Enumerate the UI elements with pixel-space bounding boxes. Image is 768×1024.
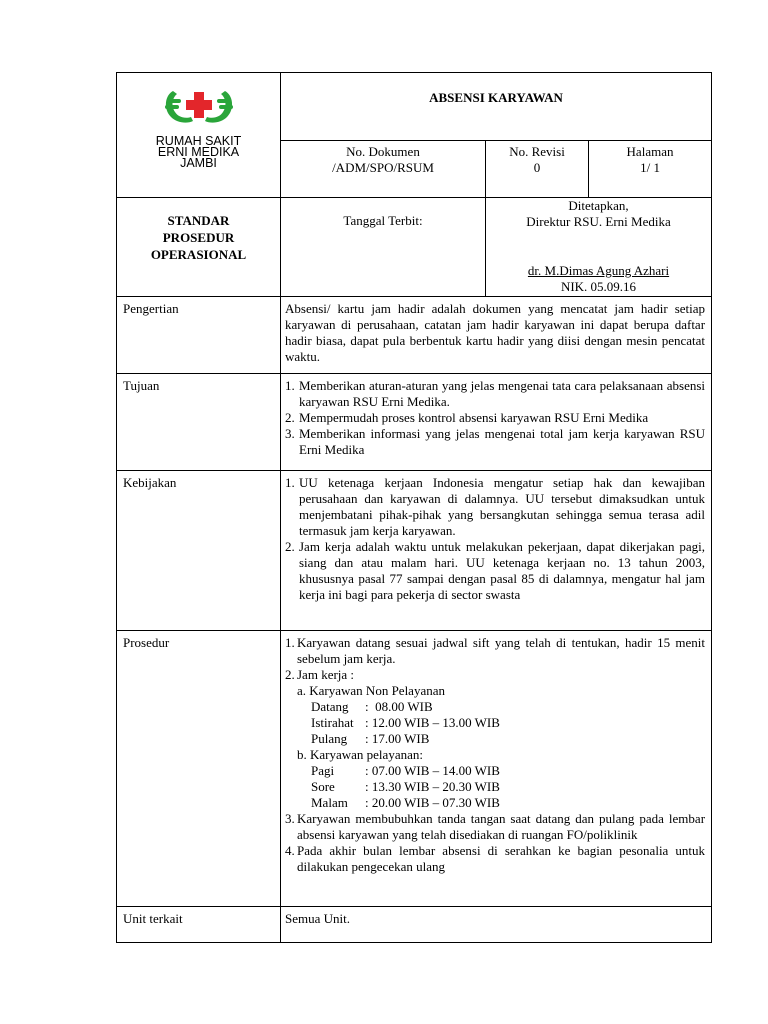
time-key: Pagi [311, 763, 335, 778]
list-item: 2. Mempermudah proses kontrol absensi karyawan RSU Erni Medika [285, 410, 649, 425]
signatory-name: dr. M.Dimas Agung Azhari [527, 263, 670, 278]
no-revisi-cell [486, 141, 589, 198]
no-dokumen-cell [281, 141, 486, 198]
kebijakan-content [281, 471, 712, 631]
time-key: Istirahat [311, 715, 354, 730]
time-row [285, 795, 705, 811]
sop-label-line: PROSEDUR [162, 230, 235, 245]
no-dokumen-label: No. Dokumen [346, 144, 420, 159]
time-key: Malam [311, 795, 348, 810]
hospital-logo-icon [159, 87, 239, 127]
time-key: Sore [311, 779, 335, 794]
time-value: : 12.00 WIB – 13.00 WIB [365, 715, 500, 730]
time-value: : 20.00 WIB – 07.30 WIB [365, 795, 500, 810]
list-item: 2. Jam kerja adalah waktu untuk melakukan pekerjaan, dapat dikerjakan pagi, siang dan atau malam hari. UU ketenaga kerjaan no. 13 tahun 2003, khususnya pasal 77 sampai dengan pasal 85 di dalamnya, mengatur hal jam kerja ini bagi para pekerja di sector swasta [285, 539, 706, 602]
time-row [285, 763, 705, 779]
procedure-step-text: Karyawan datang sesuai jadwal sift yang telah di tentukan, hadir 15 menit sebelum jam kerja. [297, 635, 706, 666]
procedure-step-text: Karyawan membubuhkan tanda tangan saat datang dan pulang pada lembar absensi karyawan yang telah disediakan di ruangan FO/poliklinik [297, 811, 706, 842]
procedure-step-text: Jam kerja : [297, 667, 355, 682]
time-row [285, 731, 705, 747]
procedure-step-text: Pada akhir bulan lembar absensi di serahkan ke bagian pesonalia untuk dilakukan pengecekan ulang [297, 843, 706, 874]
tujuan-content [281, 374, 712, 471]
no-revisi-label: No. Revisi [509, 144, 565, 159]
unit-terkait-text: Semua Unit. [281, 907, 712, 943]
tanggal-terbit-cell [281, 198, 486, 297]
logo-cell [117, 73, 281, 198]
list-item-text: Jam kerja adalah waktu untuk melakukan pekerjaan, dapat dikerjakan pagi, siang dan atau malam hari. UU ketenaga kerjaan no. 13 tahun 2003, khususnya pasal 77 sampai dengan pasal 85 di dalamnya, mengatur hal jam kerja ini bagi para pekerja di sector swasta [299, 539, 706, 602]
list-item-text: Memberikan informasi yang jelas mengenai total jam kerja karyawan RSU Erni Medika [299, 426, 706, 457]
tanggal-terbit-label: Tanggal Terbit: [343, 213, 423, 228]
time-key: Pulang [311, 731, 348, 746]
procedure-step: 2. Jam kerja : [285, 667, 355, 682]
procedure-step: 4. Pada akhir bulan lembar absensi di serahkan ke bagian pesonalia untuk dilakukan pengecekan ulang [285, 843, 706, 874]
logo-line: JAMBI [180, 156, 217, 170]
list-item: 1. Memberikan aturan-aturan yang jelas mengenai tata cara pelaksanaan absensi karyawan RSU Erni Medika. [285, 378, 706, 409]
time-key: Datang [311, 699, 349, 714]
signatory-nik: NIK. 05.09.16 [560, 279, 637, 294]
time-row [285, 715, 705, 731]
approval-cell [486, 198, 712, 297]
logo-line: ERNI MEDIKA [157, 145, 240, 159]
sop-label-line: OPERASIONAL [150, 247, 247, 262]
time-row [285, 779, 705, 795]
sub-heading-pelayanan: b. Karyawan pelayanan: [297, 747, 423, 762]
no-dokumen-value: /ADM/SPO/RSUM [332, 160, 434, 175]
jabatan-text: Direktur RSU. Erni Medika [526, 214, 671, 229]
no-revisi-value: 0 [533, 160, 541, 175]
sop-label [117, 198, 281, 297]
sop-label-line: STANDAR [167, 213, 230, 228]
procedure-step: 1. Karyawan datang sesuai jadwal sift yang telah di tentukan, hadir 15 menit sebelum jam kerja. [285, 635, 706, 666]
logo-line: RUMAH SAKIT [155, 134, 242, 148]
halaman-value: 1/ 1 [640, 160, 660, 175]
list-item-text: Memberikan aturan-aturan yang jelas mengenai tata cara pelaksanaan absensi karyawan RSU Erni Medika. [299, 378, 706, 409]
ditetapkan-text: Ditetapkan, [568, 198, 629, 213]
sop-document [116, 72, 711, 943]
prosedur-label: Prosedur [117, 631, 281, 907]
halaman-label: Halaman [626, 144, 674, 159]
time-value: : 07.00 WIB – 14.00 WIB [365, 763, 500, 778]
document-title: ABSENSI KARYAWAN [281, 73, 712, 141]
logo-text [117, 136, 280, 169]
pengertian-label: Pengertian [117, 297, 281, 374]
sub-heading-non-pelayanan: a. Karyawan Non Pelayanan [297, 683, 445, 698]
kebijakan-label: Kebijakan [117, 471, 281, 631]
time-value: : 08.00 WIB [365, 699, 433, 714]
list-item-text: Mempermudah proses kontrol absensi karyawan RSU Erni Medika [299, 410, 649, 425]
time-value: : 17.00 WIB [365, 731, 430, 746]
list-item-text: UU ketenaga kerjaan Indonesia mengatur setiap hak dan kewajiban perusahaan dan karyawan di dalamnya. UU tersebut dimaksudkan untuk menjembatani pihak-pihak yang bersangkutan sehingga semua terasa adil termasuk jam kerja karyawan. [299, 475, 706, 538]
time-value: : 13.30 WIB – 20.30 WIB [365, 779, 500, 794]
prosedur-content [281, 631, 712, 907]
sop-table [116, 72, 712, 943]
unit-terkait-label: Unit terkait [117, 907, 281, 943]
tujuan-label: Tujuan [117, 374, 281, 471]
pengertian-text: Absensi/ kartu jam hadir adalah dokumen yang mencatat jam hadir setiap karyawan di perusahaan, catatan jam hadir karyawan ini dapat berupa daftar hadir biasa, dapat pula berbentuk kartu hadir yang diisi dengan mesin pencatat waktu. [281, 297, 712, 374]
list-item: 1. UU ketenaga kerjaan Indonesia mengatur setiap hak dan kewajiban perusahaan dan karyawan di dalamnya. UU tersebut dimaksudkan untuk menjembatani pihak-pihak yang bersangkutan sehingga semua terasa adil termasuk jam kerja karyawan. [285, 475, 706, 538]
time-row [285, 699, 705, 715]
halaman-cell [589, 141, 712, 198]
list-item: 3. Memberikan informasi yang jelas mengenai total jam kerja karyawan RSU Erni Medika [285, 426, 706, 457]
procedure-step: 3. Karyawan membubuhkan tanda tangan saat datang dan pulang pada lembar absensi karyawan yang telah disediakan di ruangan FO/poliklinik [285, 811, 706, 842]
